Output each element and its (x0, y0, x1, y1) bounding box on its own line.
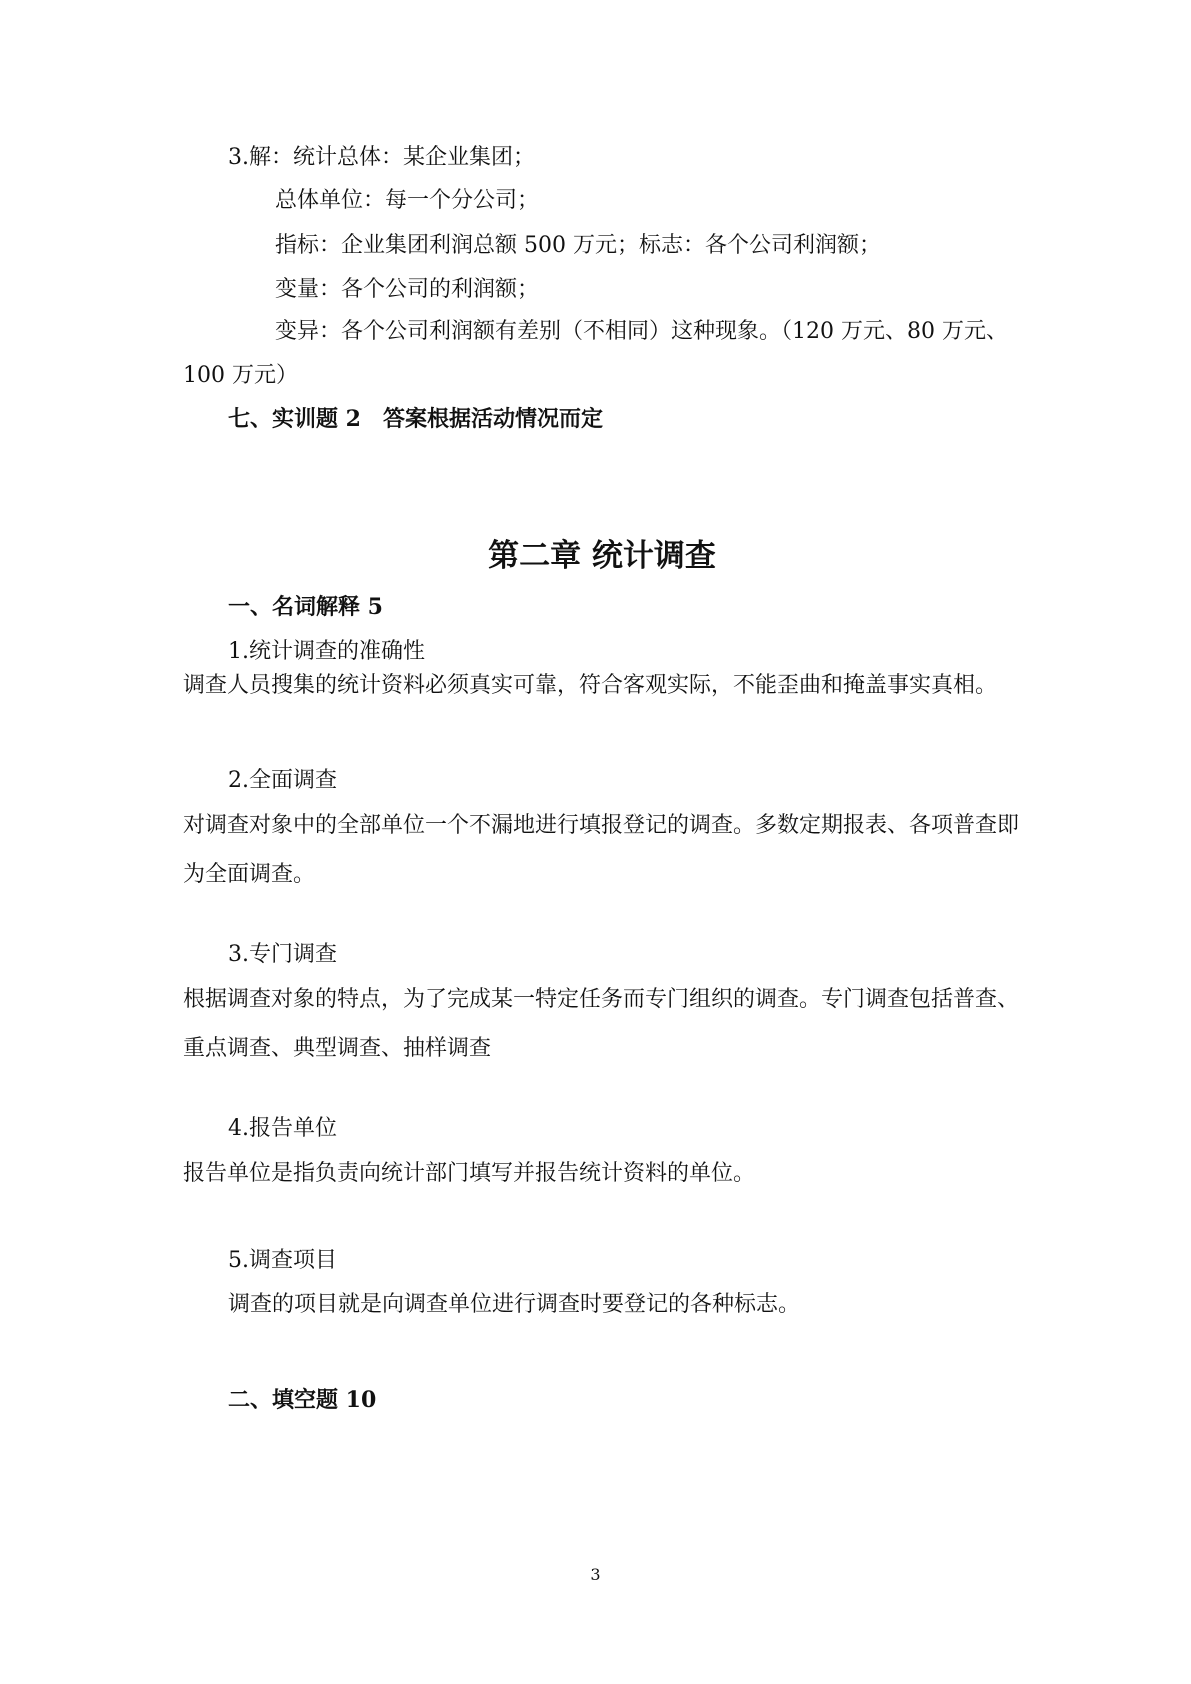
term-definition-3: 根据调查对象的特点，为了完成某一特定任务而专门组织的调查。专门调查包括普查、重点调查、典型调查、抽样调查 (183, 987, 1020, 1061)
term-title-2: 2.全面调查 (228, 768, 337, 793)
answer-variation-paragraph: 变异：各个公司利润额有差别（不相同）这种现象。（120 万元、80 万元、100 万元） (183, 319, 1008, 388)
answer-unit-line: 总体单位：每一个分公司； (275, 188, 540, 213)
term-title-3: 3.专门调查 (228, 942, 337, 967)
term-definition-2: 对调查对象中的全部单位一个不漏地进行填报登记的调查。多数定期报表、各项普查即为全面调查。 (183, 813, 1020, 887)
practical-heading: 七、实训题 2 答案根据活动情况而定 (228, 406, 603, 432)
term-title-5: 5.调查项目 (228, 1248, 337, 1273)
term-definition-1: 调查人员搜集的统计资料必须真实可靠，符合客观实际，不能歪曲和掩盖事实真相。 (183, 673, 998, 698)
answer-indicator-line: 指标：企业集团利润总额 500 万元；标志：各个公司利润额； (275, 233, 881, 258)
term-title-1: 1.统计调查的准确性 (228, 639, 425, 664)
answer-total-line: 3.解：统计总体：某企业集团； (228, 145, 535, 170)
fill-blank-heading: 二、填空题 10 (228, 1387, 377, 1413)
term-definition-5: 调查的项目就是向调查单位进行调查时要登记的各种标志。 (228, 1292, 801, 1317)
terms-heading: 一、名词解释 5 (228, 594, 383, 620)
answer-variable-line: 变量：各个公司的利润额； (275, 277, 540, 302)
term-definition-4: 报告单位是指负责向统计部门填写并报告统计资料的单位。 (183, 1161, 756, 1186)
term-title-4: 4.报告单位 (228, 1116, 337, 1141)
chapter-title: 第二章 统计调查 (488, 538, 716, 574)
page-number: 3 (590, 1565, 601, 1584)
